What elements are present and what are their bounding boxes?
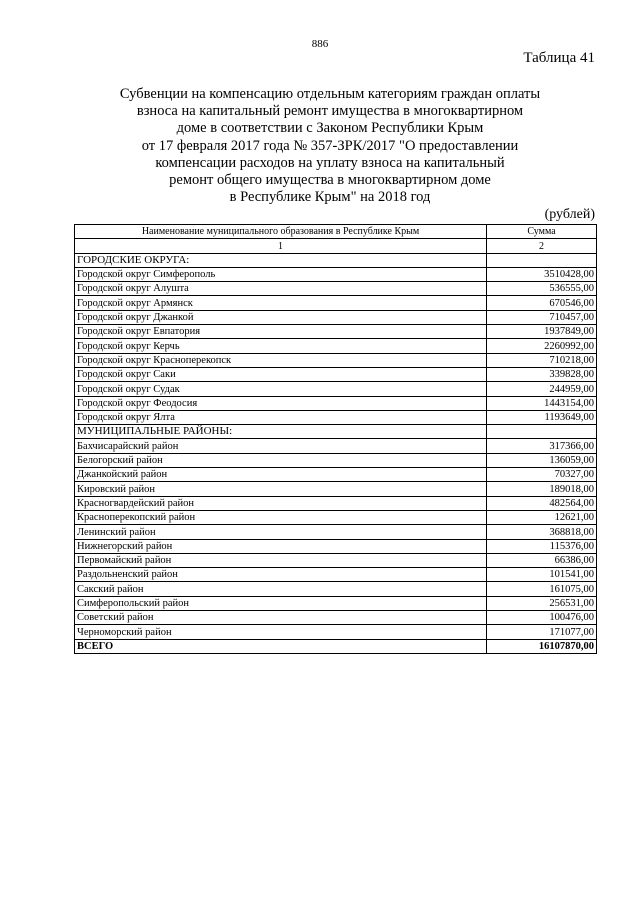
row-name: Советский район — [75, 611, 487, 625]
table-row — [75, 539, 597, 553]
table-row — [75, 596, 597, 610]
row-amount: 115376,00 — [487, 539, 597, 553]
row-amount: 1193649,00 — [487, 410, 597, 424]
row-amount: 710218,00 — [487, 353, 597, 367]
table-row — [75, 568, 597, 582]
row-amount: 12621,00 — [487, 510, 597, 524]
section-row-districts — [75, 425, 597, 439]
table-row — [75, 453, 597, 467]
row-name: Джанкойский район — [75, 468, 487, 482]
row-amount: 256531,00 — [487, 596, 597, 610]
row-name: Городской округ Саки — [75, 367, 487, 381]
row-name: Бахчисарайский район — [75, 439, 487, 453]
table-row — [75, 267, 597, 281]
section-label: МУНИЦИПАЛЬНЫЕ РАЙОНЫ: — [75, 425, 487, 439]
row-name: Кировский район — [75, 482, 487, 496]
row-name: Городской округ Керчь — [75, 339, 487, 353]
row-name: Городской округ Судак — [75, 382, 487, 396]
row-name: Раздольненский район — [75, 568, 487, 582]
table-row — [75, 353, 597, 367]
title-line: компенсации расходов на уплату взноса на капитальный — [155, 154, 505, 171]
table-row — [75, 296, 597, 310]
total-row — [75, 639, 597, 653]
section-row-urban — [75, 253, 597, 267]
row-name: Городской округ Ялта — [75, 410, 487, 424]
title-line: Субвенции на компенсацию отдельным категориям граждан оплаты — [119, 86, 541, 102]
row-name: Городской округ Джанкой — [75, 310, 487, 324]
row-name: Городской округ Евпатория — [75, 325, 487, 339]
row-name: Городской округ Армянск — [75, 296, 487, 310]
table-row — [75, 382, 597, 396]
document-title — [90, 86, 570, 206]
table-row — [75, 310, 597, 324]
row-amount: 536555,00 — [487, 282, 597, 296]
table-row — [75, 482, 597, 496]
column-number: 1 — [75, 239, 487, 253]
row-amount: 161075,00 — [487, 582, 597, 596]
table-row — [75, 510, 597, 524]
title-line: взноса на капитальный ремонт имущества в многоквартирном — [136, 103, 524, 120]
table-row — [75, 525, 597, 539]
row-amount: 368818,00 — [487, 525, 597, 539]
row-amount: 244959,00 — [487, 382, 597, 396]
column-number: 2 — [487, 239, 597, 253]
row-amount: 66386,00 — [487, 553, 597, 567]
table-header-row — [75, 225, 597, 239]
row-amount: 670546,00 — [487, 296, 597, 310]
row-name: Черноморский район — [75, 625, 487, 639]
row-amount: 317366,00 — [487, 439, 597, 453]
row-amount: 2260992,00 — [487, 339, 597, 353]
subsidy-table — [74, 224, 597, 654]
table-row — [75, 339, 597, 353]
row-amount: 1443154,00 — [487, 396, 597, 410]
title-line: в Республике Крым" на 2018 год — [229, 189, 431, 206]
table-row — [75, 625, 597, 639]
title-line: ремонт общего имущества в многоквартирном доме — [169, 172, 491, 189]
row-amount: 101541,00 — [487, 568, 597, 582]
units-label: (рублей) — [544, 207, 595, 222]
row-amount: 3510428,00 — [487, 267, 597, 281]
total-amount: 16107870,00 — [487, 639, 597, 653]
row-name: Городской округ Красноперекопск — [75, 353, 487, 367]
table-row — [75, 439, 597, 453]
table-row — [75, 396, 597, 410]
row-name: Нижнегорский район — [75, 539, 487, 553]
row-name: Ленинский район — [75, 525, 487, 539]
row-amount: 339828,00 — [487, 367, 597, 381]
row-amount: 710457,00 — [487, 310, 597, 324]
title-line: от 17 февраля 2017 года № 357-ЗРК/2017 "О предоставлении — [141, 137, 519, 154]
column-number-row — [75, 239, 597, 253]
row-name: Красноперекопский район — [75, 510, 487, 524]
row-name: Белогорский район — [75, 453, 487, 467]
empty-cell — [487, 253, 597, 267]
row-amount: 70327,00 — [487, 468, 597, 482]
row-name: Симферопольский район — [75, 596, 487, 610]
table-row — [75, 496, 597, 510]
row-amount: 482564,00 — [487, 496, 597, 510]
table-row — [75, 410, 597, 424]
row-amount: 136059,00 — [487, 453, 597, 467]
empty-cell — [487, 425, 597, 439]
header-name: Наименование муниципального образования в Республике Крым — [75, 225, 487, 239]
row-amount: 171077,00 — [487, 625, 597, 639]
row-name: Городской округ Алушта — [75, 282, 487, 296]
row-name: Сакский район — [75, 582, 487, 596]
row-amount: 100476,00 — [487, 611, 597, 625]
table-row — [75, 367, 597, 381]
table-row — [75, 325, 597, 339]
table-row — [75, 553, 597, 567]
table-row — [75, 282, 597, 296]
row-name: Первомайский район — [75, 553, 487, 567]
page-number: 886 — [311, 38, 329, 50]
row-amount: 1937849,00 — [487, 325, 597, 339]
header-amount: Сумма — [487, 225, 597, 239]
section-label: ГОРОДСКИЕ ОКРУГА: — [75, 253, 487, 267]
title-line: доме в соответствии с Законом Республики Крым — [176, 120, 484, 137]
row-name: Городской округ Симферополь — [75, 267, 487, 281]
row-amount: 189018,00 — [487, 482, 597, 496]
total-label: ВСЕГО — [75, 639, 487, 653]
row-name: Городской округ Феодосия — [75, 396, 487, 410]
table-row — [75, 611, 597, 625]
table-label: Таблица 41 — [523, 50, 595, 66]
row-name: Красногвардейский район — [75, 496, 487, 510]
table-row — [75, 468, 597, 482]
table-row — [75, 582, 597, 596]
